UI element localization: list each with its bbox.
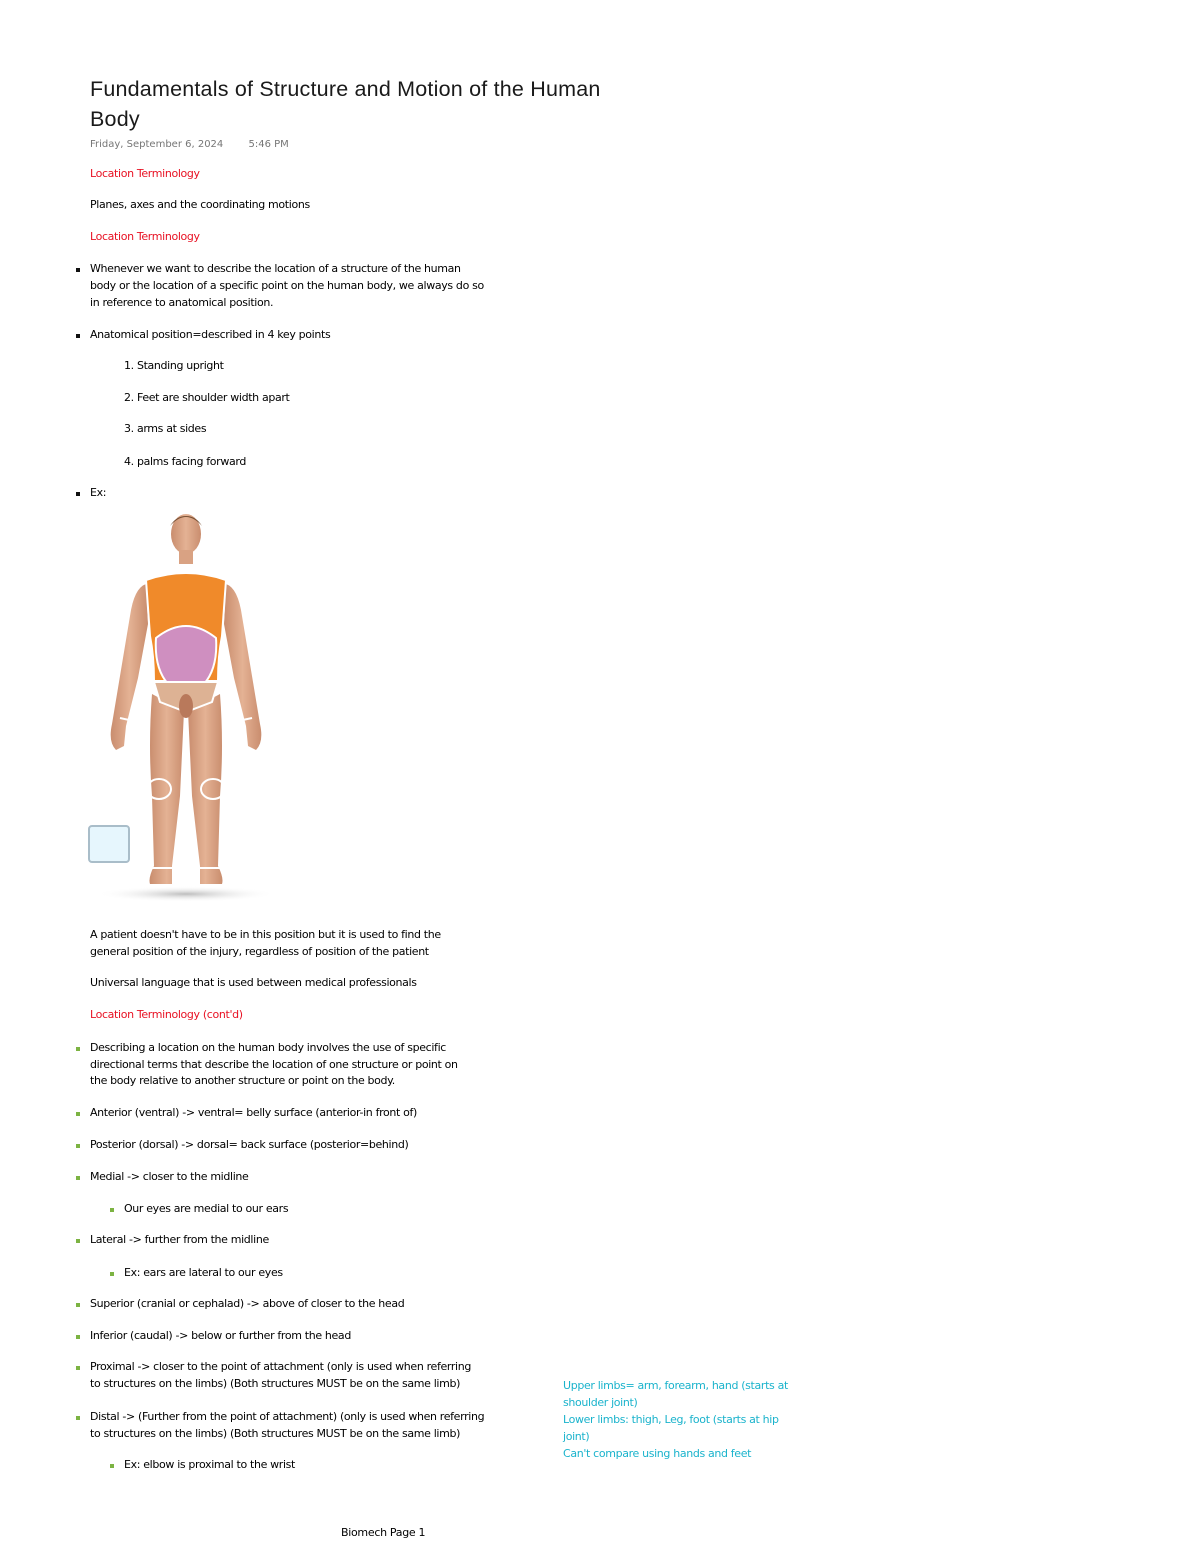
bullet-marker — [76, 1303, 80, 1307]
bullet-marker — [76, 334, 80, 338]
text-line: in reference to anatomical position. — [90, 296, 274, 309]
text-line: to structures on the limbs) (Both structures MUST be on the same limb) — [90, 1427, 461, 1440]
bullet-marker — [76, 1112, 80, 1116]
bullet-medial: Medial -> closer to the midline — [90, 1170, 249, 1183]
text-line: Upper limbs= arm, forearm, hand (starts at — [563, 1379, 788, 1392]
bullet-posterior: Posterior (dorsal) -> dorsal= back surface (posterior=behind) — [90, 1138, 409, 1151]
text-line: general position of the injury, regardless of position of the patient — [90, 945, 429, 958]
page-title: Fundamentals of Structure and Motion of the Human Body — [90, 77, 601, 131]
bullet-marker — [76, 1335, 80, 1339]
text-line: shoulder joint) — [563, 1396, 638, 1409]
text-line: Lower limbs: thigh, Leg, foot (starts at hip — [563, 1413, 779, 1426]
bullet-marker — [76, 1176, 80, 1180]
keypoint-1: 1. Standing upright — [124, 359, 224, 372]
bullet-example: Ex: — [90, 486, 107, 499]
text-line: Describing a location on the human body involves the use of specific — [90, 1041, 446, 1054]
heading-location-terminology-2: Location Terminology — [90, 230, 200, 243]
universal-language-note: Universal language that is used between medical professionals — [90, 976, 417, 989]
bullet-lateral: Lateral -> further from the midline — [90, 1233, 269, 1246]
heading-location-terminology: Location Terminology — [90, 167, 200, 180]
page-time: 5:46 PM — [248, 139, 289, 150]
text-line: A patient doesn't have to be in this position but it is used to find the — [90, 928, 441, 941]
text-line: Can't compare using hands and feet — [563, 1447, 752, 1460]
keypoint-4: 4. palms facing forward — [124, 455, 247, 468]
bullet-lateral-example: Ex: ears are lateral to our eyes — [124, 1266, 283, 1279]
text-line: joint) — [563, 1430, 590, 1443]
text-line: to structures on the limbs) (Both structures MUST be on the same limb) — [90, 1377, 461, 1390]
text-line: the body relative to another structure or point on the body. — [90, 1074, 395, 1087]
bullet-marker — [76, 1366, 80, 1370]
bullet-marker — [76, 1144, 80, 1148]
text-line: body or the location of a specific point on the human body, we always do so — [90, 279, 484, 292]
heading-location-terminology-contd: Location Terminology (cont'd) — [90, 1008, 243, 1021]
text-line: Distal -> (Further from the point of attachment) (only is used when referring — [90, 1410, 485, 1423]
bullet-inferior: Inferior (caudal) -> below or further from the head — [90, 1329, 351, 1342]
bullet-marker — [110, 1464, 114, 1468]
text-line: Whenever we want to describe the location of a structure of the human — [90, 262, 461, 275]
page-meta — [90, 138, 289, 152]
bullet-distal-example: Ex: elbow is proximal to the wrist — [124, 1458, 296, 1471]
subheading-planes: Planes, axes and the coordinating motions — [90, 198, 310, 211]
text-line: directional terms that describe the location of one structure or point on — [90, 1058, 458, 1071]
bullet-anterior: Anterior (ventral) -> ventral= belly surface (anterior-in front of) — [90, 1106, 417, 1119]
bullet-marker — [76, 1047, 80, 1051]
bullet-superior: Superior (cranial or cephalad) -> above of closer to the head — [90, 1297, 405, 1310]
bullet-marker — [76, 268, 80, 272]
bullet-anatomical-position: Anatomical position=described in 4 key points — [90, 328, 331, 341]
bullet-medial-example: Our eyes are medial to our ears — [124, 1202, 289, 1215]
bullet-marker — [76, 492, 80, 496]
image-placeholder-box — [88, 825, 130, 863]
keypoint-2: 2. Feet are shoulder width apart — [124, 391, 290, 404]
bullet-marker — [110, 1272, 114, 1276]
text-line: Proximal -> closer to the point of attachment (only is used when referring — [90, 1360, 471, 1373]
bullet-marker — [76, 1416, 80, 1420]
bullet-marker — [76, 1239, 80, 1243]
page-footer: Biomech Page 1 — [341, 1526, 426, 1539]
page-date: Friday, September 6, 2024 — [90, 139, 224, 150]
keypoint-3: 3. arms at sides — [124, 422, 207, 435]
bullet-marker — [110, 1208, 114, 1212]
